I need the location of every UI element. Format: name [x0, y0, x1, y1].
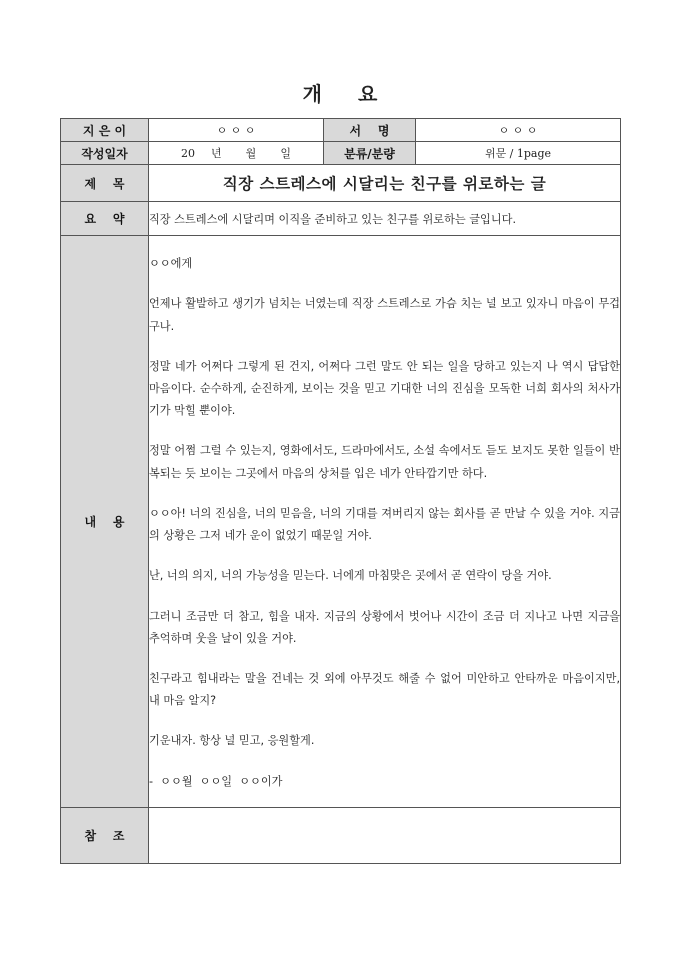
subject-row [61, 165, 621, 202]
letter-paragraph: ㅇㅇ아! 너의 진심을, 너의 믿음을, 너의 기대를 져버리지 않는 회사를 곧 만날 수 있을 거야. 지금의 상황은 그저 네가 운이 없었기 때문일 거야. [149, 506, 620, 543]
content-body[interactable] [149, 236, 621, 808]
reference-row [61, 808, 621, 864]
category-label: 분류/분량 [324, 142, 416, 165]
letter-paragraph: 정말 어쩜 그럴 수 있는지, 영화에서도, 드라마에서도, 소설 속에서도 듣도 보지도 못한 일들이 반복되는 듯 보이는 그곳에서 마음의 상처를 입은 네가 안타깝기만 하다. [149, 444, 620, 480]
letter-paragraph: 정말 네가 어쩌다 그렇게 된 건지, 어쩌다 그런 말도 안 되는 일을 당하고 있는지 나 역시 답답한 마음이다. 순수하게, 순진하게, 보이는 것을 믿고 기대한 너의 진심을 모독한 너희 회사의 처사가 기가 막힐 뿐이야. [149, 359, 620, 418]
date-month-unit: 월 [245, 147, 257, 160]
summary-label: 요 약 [61, 202, 149, 236]
letter-signoff: - ㅇㅇ월 ㅇㅇ일 ㅇㅇ이가 [149, 774, 283, 788]
date-day-unit: 일 [280, 147, 291, 160]
letter-paragraph: 그러니 조금만 더 참고, 힘을 내자. 지금의 상황에서 벗어나 시간이 조금 더 지나고 나면 지금을 추억하며 웃을 날이 있을 거야. [149, 609, 620, 645]
author-label: 지 은 이 [61, 119, 149, 142]
category-value[interactable]: 위문 / 1page [416, 142, 621, 165]
date-label: 작성일자 [61, 142, 149, 165]
page-title-char-2: 요 [358, 82, 378, 106]
page-title-char-1: 개 [302, 82, 322, 106]
signature-label: 서 명 [324, 119, 416, 142]
reference-value[interactable] [149, 808, 621, 864]
subject-value[interactable]: 직장 스트레스에 시달리는 친구를 위로하는 글 [149, 165, 621, 202]
letter-paragraph: 기운내자. 항상 널 믿고, 응원할게. [149, 734, 315, 748]
content-row [61, 236, 621, 808]
letter-greeting: ㅇㅇ에게 [149, 257, 193, 271]
author-value[interactable]: ㅇ ㅇ ㅇ [149, 119, 324, 142]
letter-paragraph: 언제나 활발하고 생기가 넘치는 너였는데 직장 스트레스로 가슴 치는 널 보고 있자니 마음이 무겁구나. [149, 297, 620, 333]
signature-value[interactable]: ㅇ ㅇ ㅇ [416, 119, 621, 142]
content-label: 내 용 [61, 236, 149, 808]
page-title [0, 78, 680, 107]
reference-label: 참 조 [61, 808, 149, 864]
subject-label: 제 목 [61, 165, 149, 202]
overview-table [60, 118, 621, 864]
date-year-unit: 년 [211, 147, 222, 160]
author-row [61, 119, 621, 142]
letter-paragraph: 난, 너의 의지, 너의 가능성을 믿는다. 너에게 마침맞은 곳에서 곧 연락이 당을 거야. [149, 569, 552, 583]
letter-paragraph: 친구라고 힘내라는 말을 건네는 것 외에 아무것도 해줄 수 없어 미안하고 안타까운 마음이지만, 내 마음 알지? [149, 671, 620, 708]
date-row [61, 142, 621, 165]
summary-value[interactable]: 직장 스트레스에 시달리며 이직을 준비하고 있는 친구를 위로하는 글입니다. [149, 202, 621, 236]
date-value[interactable] [149, 142, 324, 165]
summary-row [61, 202, 621, 236]
date-year: 20 [181, 147, 196, 160]
